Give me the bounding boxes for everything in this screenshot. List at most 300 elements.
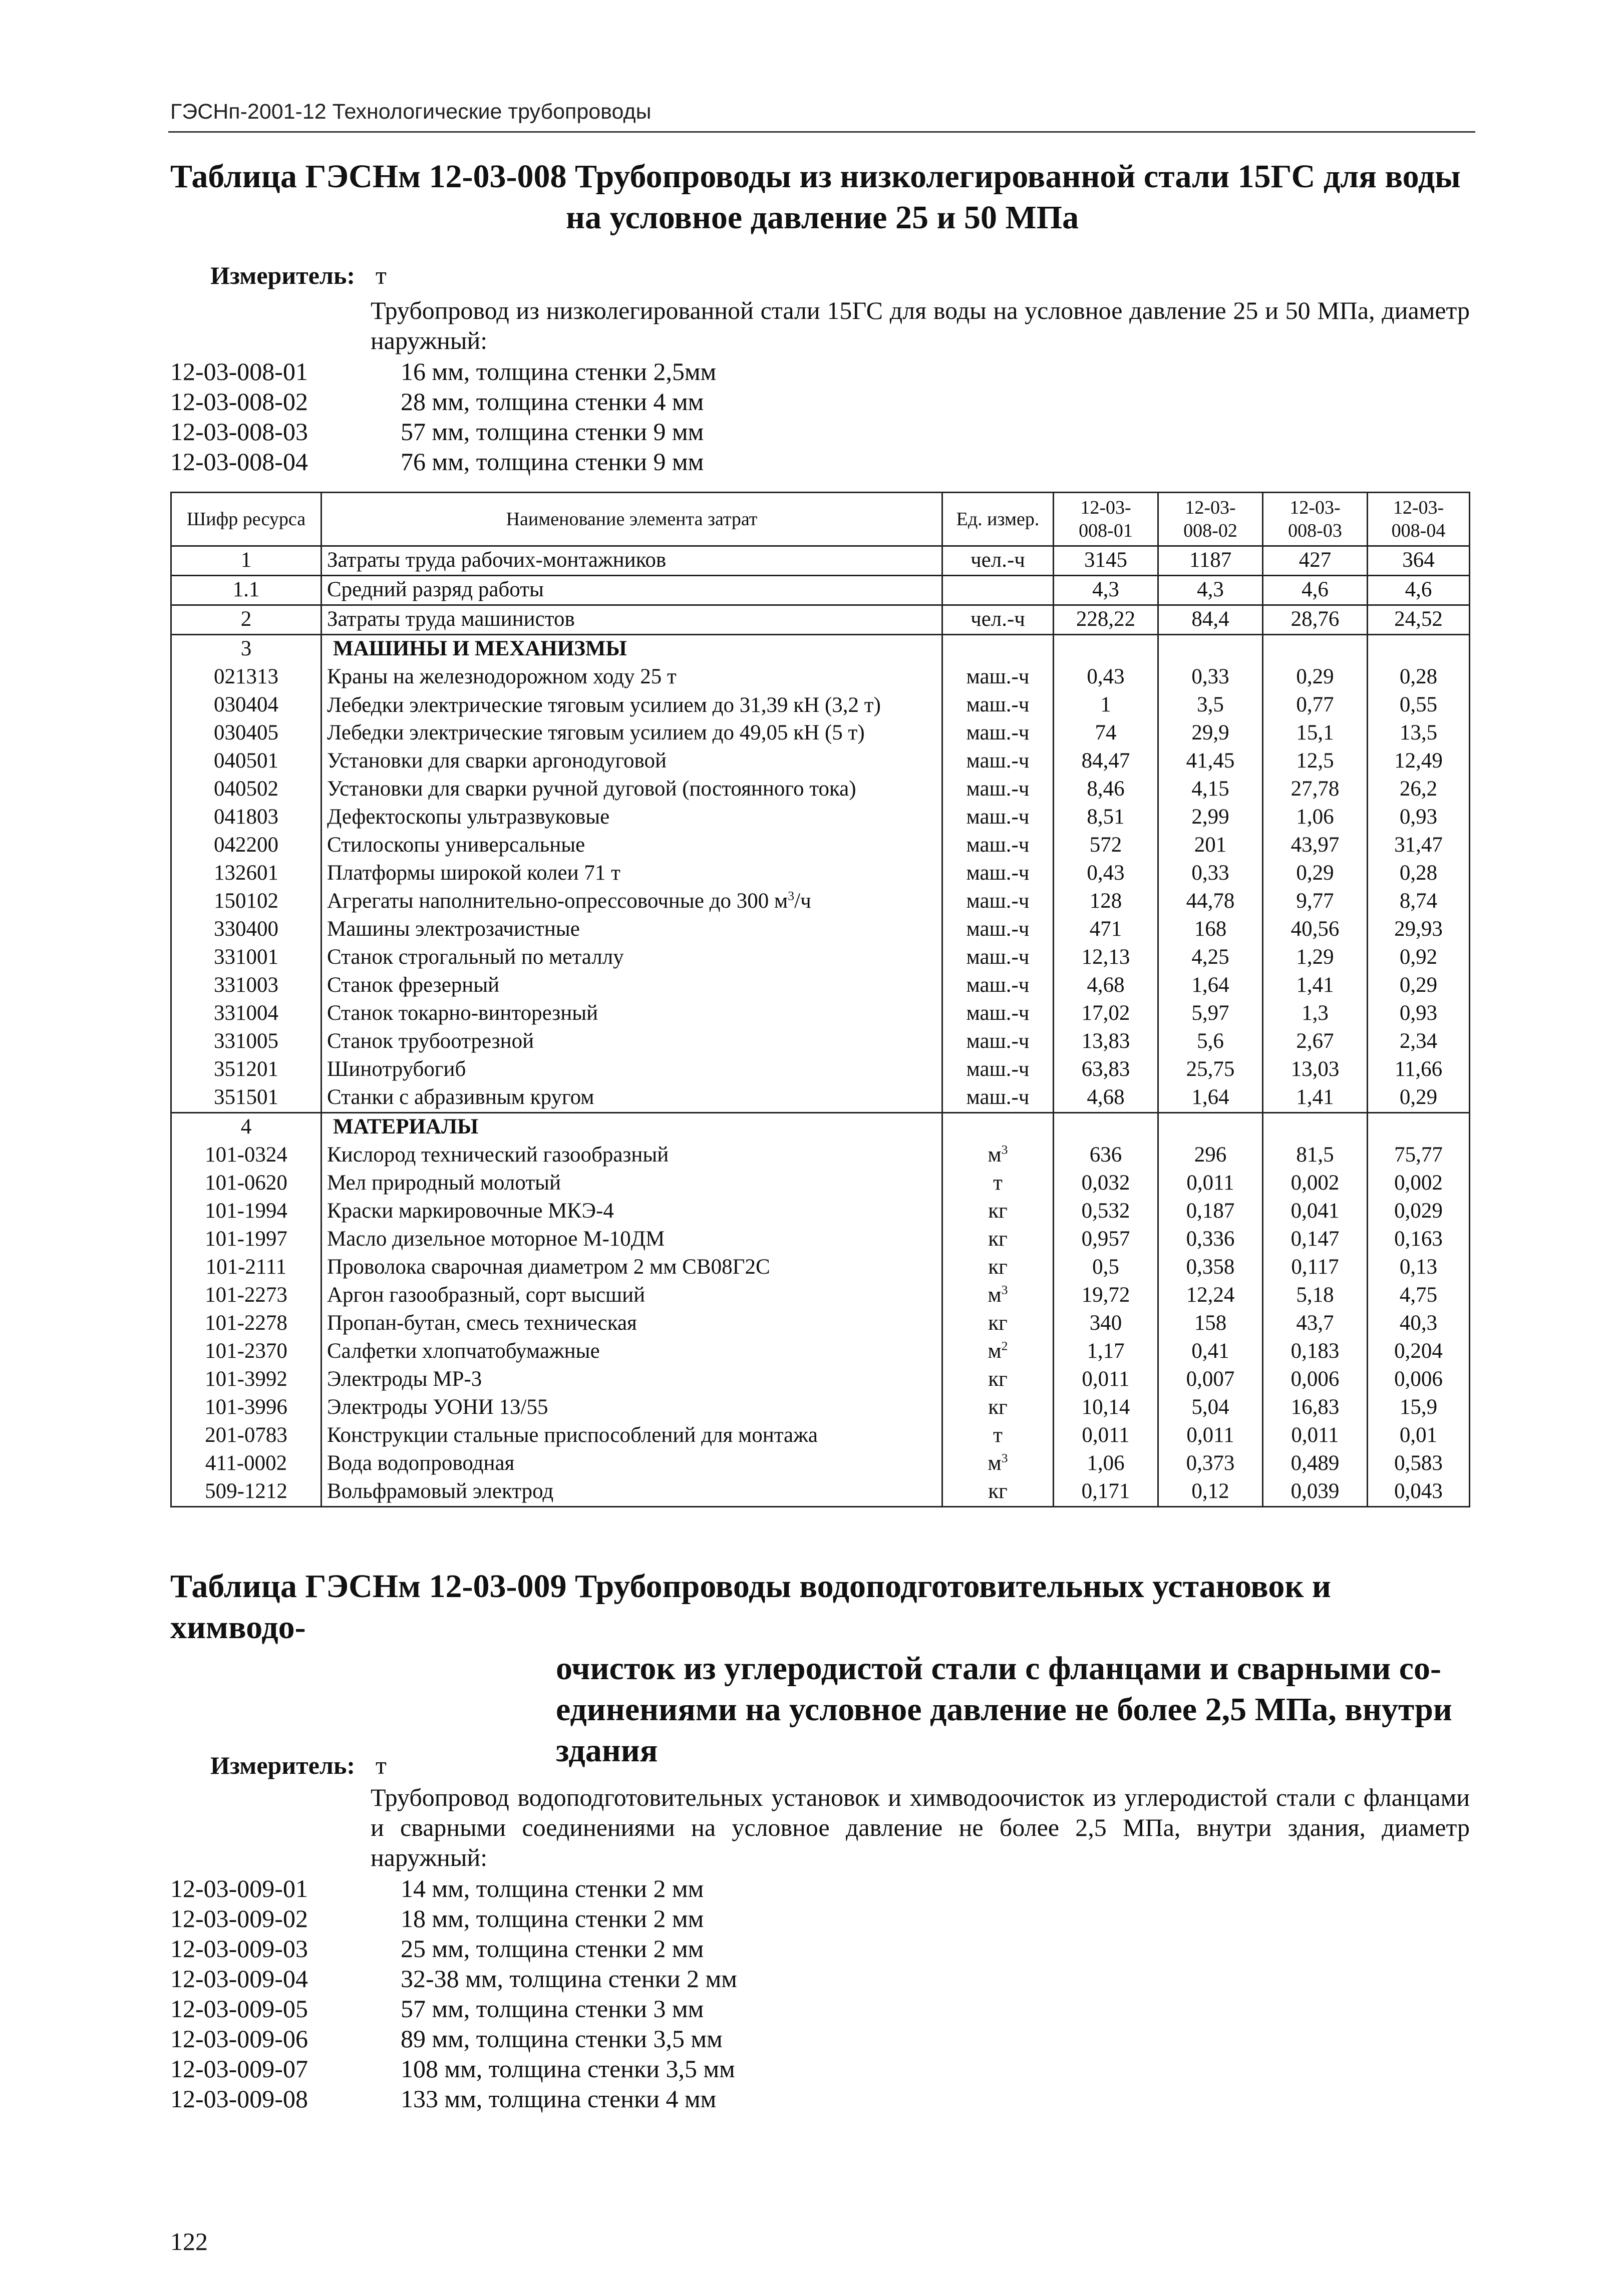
value-cell: 0,011 xyxy=(1158,1422,1263,1450)
empty-cell xyxy=(942,635,1054,664)
resource-code: 331004 xyxy=(171,1000,321,1028)
running-header: ГЭСНп-2001-12 Технологические трубопроводы xyxy=(170,100,652,124)
unit-text: кг xyxy=(988,1367,1008,1391)
variant-item xyxy=(170,1964,1472,1994)
resource-code: 101-2370 xyxy=(171,1338,321,1366)
unit-cell xyxy=(942,1170,1054,1198)
unit-text: маш.-ч xyxy=(966,889,1030,913)
resource-name xyxy=(321,1366,942,1394)
resource-name-text: Станок фрезерный xyxy=(327,973,500,997)
unit-text: маш.-ч xyxy=(966,777,1030,801)
value-cell: 0,12 xyxy=(1158,1478,1263,1507)
resource-name xyxy=(321,776,942,804)
measure-unit: т xyxy=(376,261,387,289)
value-cell: 29,9 xyxy=(1158,719,1263,747)
resource-name xyxy=(321,832,942,860)
value-cell: 17,02 xyxy=(1054,1000,1158,1028)
unit-text: т xyxy=(993,1171,1003,1195)
unit-text: кг xyxy=(988,1395,1008,1419)
work-description: Трубопровод из низколегированной стали 15ГС для воды на условное давление 25 и 50 МПа, диаметр наружный: xyxy=(371,296,1470,354)
variant-code: 12-03-009-02 xyxy=(170,1904,308,1933)
unit-text: чел.-ч xyxy=(971,607,1025,631)
value-cell: 1187 xyxy=(1158,546,1263,576)
value-cell: 0,583 xyxy=(1368,1450,1470,1478)
table-row xyxy=(171,888,1470,916)
value-cell: 44,78 xyxy=(1158,888,1263,916)
variant-text: 133 мм, толщина стенки 4 мм xyxy=(401,2085,717,2113)
resource-name-text: Кислород технический газообразный xyxy=(327,1143,669,1167)
table-row xyxy=(171,860,1470,888)
resource-name-text: Машины электрозачистные xyxy=(327,917,580,941)
value-cell: 74 xyxy=(1054,719,1158,747)
resource-name xyxy=(321,576,942,605)
resource-code: 041803 xyxy=(171,804,321,832)
resource-code: 040501 xyxy=(171,747,321,776)
resource-code: 101-3992 xyxy=(171,1366,321,1394)
value-cell: 0,93 xyxy=(1368,804,1470,832)
table-row xyxy=(171,944,1470,972)
empty-cell xyxy=(1054,1113,1158,1142)
value-cell: 2,67 xyxy=(1263,1028,1368,1056)
unit-text: кг xyxy=(988,1311,1008,1335)
unit-cell xyxy=(942,1282,1054,1310)
variant-code: 12-03-008-02 xyxy=(170,388,308,416)
col-header-variant-2: 12-03- 008-02 xyxy=(1158,493,1263,546)
value-cell: 0,01 xyxy=(1368,1422,1470,1450)
table-row xyxy=(171,1198,1470,1226)
resource-name-text: Затраты труда машинистов xyxy=(327,607,575,631)
table-row xyxy=(171,1366,1470,1394)
value-cell: 158 xyxy=(1158,1310,1263,1338)
value-cell: 5,6 xyxy=(1158,1028,1263,1056)
table-row xyxy=(171,1282,1470,1310)
value-cell: 0,92 xyxy=(1368,944,1470,972)
table-row xyxy=(171,972,1470,1000)
value-cell: 8,74 xyxy=(1368,888,1470,916)
unit-cell xyxy=(942,1141,1054,1170)
unit-cell xyxy=(942,1056,1054,1084)
variant-code: 12-03-009-07 xyxy=(170,2055,308,2083)
unit-text: м xyxy=(988,1283,1002,1307)
value-cell: 4,25 xyxy=(1158,944,1263,972)
empty-cell xyxy=(1158,1113,1263,1142)
resource-table xyxy=(170,492,1470,1507)
resource-name xyxy=(321,1450,942,1478)
page-number: 122 xyxy=(170,2227,208,2255)
variant-text: 108 мм, толщина стенки 3,5 мм xyxy=(401,2055,735,2083)
variant-code: 12-03-009-03 xyxy=(170,1935,308,1963)
unit-cell xyxy=(942,747,1054,776)
resource-name-text: Конструкции стальные приспособлений для монтажа xyxy=(327,1423,818,1447)
resource-code: 150102 xyxy=(171,888,321,916)
variant-text: 89 мм, толщина стенки 3,5 мм xyxy=(401,2025,723,2053)
resource-name-text: Мел природный молотый xyxy=(327,1171,561,1195)
table-title-12-03-008 xyxy=(170,156,1472,238)
variant-text: 16 мм, толщина стенки 2,5мм xyxy=(401,357,717,386)
value-cell: 340 xyxy=(1054,1310,1158,1338)
variant-code: 12-03-009-05 xyxy=(170,1995,308,2023)
value-cell: 40,3 xyxy=(1368,1310,1470,1338)
value-cell: 0,006 xyxy=(1263,1366,1368,1394)
unit-superscript: 2 xyxy=(1001,1338,1008,1353)
value-cell: 24,52 xyxy=(1368,605,1470,635)
unit-cell xyxy=(942,605,1054,635)
unit-text: маш.-ч xyxy=(966,665,1030,688)
unit-cell xyxy=(942,1226,1054,1254)
unit-cell xyxy=(942,916,1054,944)
value-cell: 31,47 xyxy=(1368,832,1470,860)
value-cell: 13,5 xyxy=(1368,719,1470,747)
resource-code: 331005 xyxy=(171,1028,321,1056)
empty-cell xyxy=(1368,1113,1470,1142)
unit-superscript: 3 xyxy=(1001,1282,1008,1297)
table-row xyxy=(171,1000,1470,1028)
resource-name xyxy=(321,1084,942,1113)
value-cell: 0,041 xyxy=(1263,1198,1368,1226)
variant-item xyxy=(170,447,1472,477)
value-cell: 12,24 xyxy=(1158,1282,1263,1310)
value-cell: 84,47 xyxy=(1054,747,1158,776)
value-cell: 3,5 xyxy=(1158,691,1263,719)
resource-name-text: Станок токарно-винторезный xyxy=(327,1001,598,1025)
col-header-unit: Ед. измер. xyxy=(942,493,1054,546)
unit-text: маш.-ч xyxy=(966,861,1030,885)
section-row xyxy=(171,1113,1470,1142)
unit-text: чел.-ч xyxy=(971,548,1025,572)
unit-cell xyxy=(942,804,1054,832)
value-cell: 12,5 xyxy=(1263,747,1368,776)
title-line: Таблица ГЭСНм 12-03-009 Трубопроводы водоподготовительных установок и химводо- xyxy=(170,1568,1331,1646)
unit-cell xyxy=(942,1254,1054,1282)
value-cell: 4,68 xyxy=(1054,972,1158,1000)
unit-cell xyxy=(942,860,1054,888)
resource-code: 042200 xyxy=(171,832,321,860)
value-cell: 2,99 xyxy=(1158,804,1263,832)
table-row xyxy=(171,663,1470,691)
value-cell: 0,489 xyxy=(1263,1450,1368,1478)
variant-item xyxy=(170,417,1472,447)
resource-name-text: Салфетки хлопчатобумажные xyxy=(327,1339,600,1363)
variant-item xyxy=(170,1934,1472,1964)
value-cell: 0,373 xyxy=(1158,1450,1263,1478)
variant-text: 76 мм, толщина стенки 9 мм xyxy=(401,448,704,476)
unit-cell xyxy=(942,719,1054,747)
value-cell: 27,78 xyxy=(1263,776,1368,804)
value-cell: 4,3 xyxy=(1158,576,1263,605)
resource-name xyxy=(321,1198,942,1226)
resource-name-text: Шинотрубогиб xyxy=(327,1057,466,1081)
header-rule xyxy=(168,131,1475,133)
unit-text: кг xyxy=(988,1255,1008,1279)
value-cell: 2,34 xyxy=(1368,1028,1470,1056)
resource-name xyxy=(321,747,942,776)
resource-code: 1 xyxy=(171,546,321,576)
value-cell: 0,183 xyxy=(1263,1338,1368,1366)
unit-cell xyxy=(942,944,1054,972)
resource-name-text: Станок строгальный по металлу xyxy=(327,945,624,969)
resource-name xyxy=(321,944,942,972)
unit-text: м xyxy=(988,1143,1002,1167)
value-cell: 1,29 xyxy=(1263,944,1368,972)
value-cell: 0,532 xyxy=(1054,1198,1158,1226)
value-cell: 201 xyxy=(1158,832,1263,860)
col-header-variant-1: 12-03- 008-01 xyxy=(1054,493,1158,546)
resource-name-text: Лебедки электрические тяговым усилием до 49,05 кН (5 т) xyxy=(327,721,865,744)
table-row xyxy=(171,1450,1470,1478)
variant-code: 12-03-009-04 xyxy=(170,1965,308,1993)
unit-superscript: 3 xyxy=(1001,1142,1008,1157)
resource-name-text: Краны на железнодорожном ходу 25 т xyxy=(327,665,677,688)
variant-code: 12-03-009-06 xyxy=(170,2025,308,2053)
value-cell: 0,117 xyxy=(1263,1254,1368,1282)
value-cell: 0,77 xyxy=(1263,691,1368,719)
value-cell: 471 xyxy=(1054,916,1158,944)
value-cell: 1,64 xyxy=(1158,972,1263,1000)
table-row xyxy=(171,1394,1470,1422)
value-cell: 5,18 xyxy=(1263,1282,1368,1310)
value-cell: 296 xyxy=(1158,1141,1263,1170)
resource-code: 101-1997 xyxy=(171,1226,321,1254)
table-row xyxy=(171,576,1470,605)
unit-cell xyxy=(942,832,1054,860)
table-row xyxy=(171,747,1470,776)
resource-name xyxy=(321,1282,942,1310)
table-row xyxy=(171,1254,1470,1282)
resource-code: 101-0620 xyxy=(171,1170,321,1198)
empty-cell xyxy=(1263,635,1368,664)
resource-name xyxy=(321,804,942,832)
value-cell: 1,41 xyxy=(1263,972,1368,1000)
variant-item xyxy=(170,2024,1472,2054)
variant-code: 12-03-009-08 xyxy=(170,2085,308,2113)
unit-cell xyxy=(942,888,1054,916)
title-line: Таблица ГЭСНм 12-03-008 Трубопроводы из низколегированной стали 15ГС для воды xyxy=(170,158,1461,195)
value-cell: 0,5 xyxy=(1054,1254,1158,1282)
table-row xyxy=(171,1028,1470,1056)
value-cell: 10,14 xyxy=(1054,1394,1158,1422)
value-cell: 0,358 xyxy=(1158,1254,1263,1282)
value-cell: 0,957 xyxy=(1054,1226,1158,1254)
unit-cell xyxy=(942,1338,1054,1366)
resource-code: 330400 xyxy=(171,916,321,944)
value-cell: 128 xyxy=(1054,888,1158,916)
empty-cell xyxy=(1158,635,1263,664)
table-title-12-03-009 xyxy=(170,1566,1472,1771)
value-cell: 1 xyxy=(1054,691,1158,719)
value-cell: 4,15 xyxy=(1158,776,1263,804)
table-row xyxy=(171,1226,1470,1254)
col-header-name: Наименование элемента затрат xyxy=(321,493,942,546)
unit-text: маш.-ч xyxy=(966,945,1030,969)
unit-text: маш.-ч xyxy=(966,973,1030,997)
unit-cell xyxy=(942,972,1054,1000)
resource-code: 331003 xyxy=(171,972,321,1000)
section-title: МАТЕРИАЛЫ xyxy=(321,1113,942,1142)
unit-cell xyxy=(942,1198,1054,1226)
value-cell: 0,29 xyxy=(1263,663,1368,691)
resource-name xyxy=(321,1338,942,1366)
value-cell: 0,171 xyxy=(1054,1478,1158,1507)
value-cell: 63,83 xyxy=(1054,1056,1158,1084)
unit-cell xyxy=(942,1310,1054,1338)
resource-name-text: Установки для сварки аргонодуговой xyxy=(327,749,667,773)
variant-text: 28 мм, толщина стенки 4 мм xyxy=(401,388,704,416)
value-cell: 8,46 xyxy=(1054,776,1158,804)
resource-name-text: Стилоскопы универсальные xyxy=(327,833,585,857)
resource-name xyxy=(321,860,942,888)
value-cell: 0,29 xyxy=(1263,860,1368,888)
unit-cell xyxy=(942,1366,1054,1394)
resource-name-text: Электроды МР-3 xyxy=(327,1367,482,1391)
resource-name xyxy=(321,1478,942,1507)
table-row xyxy=(171,1478,1470,1507)
resource-name-text: Установки для сварки ручной дуговой (постоянного тока) xyxy=(327,777,856,801)
resource-code: 132601 xyxy=(171,860,321,888)
empty-cell xyxy=(1368,635,1470,664)
value-cell: 1,41 xyxy=(1263,1084,1368,1113)
unit-cell xyxy=(942,1000,1054,1028)
value-cell: 29,93 xyxy=(1368,916,1470,944)
unit-text: маш.-ч xyxy=(966,1057,1030,1081)
value-cell: 0,002 xyxy=(1263,1170,1368,1198)
resource-name xyxy=(321,1394,942,1422)
measure-label: Измеритель: xyxy=(210,261,356,289)
table-row xyxy=(171,776,1470,804)
resource-code: 411-0002 xyxy=(171,1450,321,1478)
value-cell: 40,56 xyxy=(1263,916,1368,944)
resource-name xyxy=(321,691,942,719)
section-title: МАШИНЫ И МЕХАНИЗМЫ xyxy=(321,635,942,664)
variant-code: 12-03-008-04 xyxy=(170,448,308,476)
value-cell: 0,029 xyxy=(1368,1198,1470,1226)
unit-text: маш.-ч xyxy=(966,749,1030,773)
value-cell: 4,6 xyxy=(1368,576,1470,605)
value-cell: 0,336 xyxy=(1158,1226,1263,1254)
resource-code: 101-2278 xyxy=(171,1310,321,1338)
resource-code: 101-1994 xyxy=(171,1198,321,1226)
resource-code: 351501 xyxy=(171,1084,321,1113)
value-cell: 1,64 xyxy=(1158,1084,1263,1113)
value-cell: 1,06 xyxy=(1054,1450,1158,1478)
resource-name-text: Затраты труда рабочих-монтажников xyxy=(327,548,667,572)
value-cell: 5,04 xyxy=(1158,1394,1263,1422)
value-cell: 0,29 xyxy=(1368,972,1470,1000)
table-row xyxy=(171,546,1470,576)
value-cell: 0,13 xyxy=(1368,1254,1470,1282)
unit-text: маш.-ч xyxy=(966,1001,1030,1025)
value-cell: 572 xyxy=(1054,832,1158,860)
table-header-row xyxy=(171,493,1470,546)
resource-code: 101-2273 xyxy=(171,1282,321,1310)
resource-name xyxy=(321,972,942,1000)
unit-text: кг xyxy=(988,1227,1008,1251)
value-cell: 0,011 xyxy=(1054,1422,1158,1450)
unit-cell xyxy=(942,1028,1054,1056)
unit-cell xyxy=(942,1422,1054,1450)
value-cell: 0,55 xyxy=(1368,691,1470,719)
resource-name xyxy=(321,546,942,576)
value-cell: 0,28 xyxy=(1368,860,1470,888)
resource-name xyxy=(321,1000,942,1028)
value-cell: 0,93 xyxy=(1368,1000,1470,1028)
empty-cell xyxy=(942,1113,1054,1142)
unit-cell xyxy=(942,576,1054,605)
value-cell: 0,011 xyxy=(1158,1170,1263,1198)
variant-item xyxy=(170,1994,1472,2024)
value-cell: 15,9 xyxy=(1368,1394,1470,1422)
value-cell: 0,33 xyxy=(1158,860,1263,888)
resource-name-text: Станки с абразивным кругом xyxy=(327,1085,594,1109)
table-row xyxy=(171,832,1470,860)
unit-text: маш.-ч xyxy=(966,917,1030,941)
resource-name xyxy=(321,1170,942,1198)
title-line: здания xyxy=(556,1732,658,1769)
value-cell: 11,66 xyxy=(1368,1056,1470,1084)
value-cell: 43,97 xyxy=(1263,832,1368,860)
variant-item xyxy=(170,2054,1472,2084)
value-cell: 0,41 xyxy=(1158,1338,1263,1366)
unit-text: маш.-ч xyxy=(966,1029,1030,1053)
variant-text: 25 мм, толщина стенки 2 мм xyxy=(401,1935,704,1963)
value-cell: 4,3 xyxy=(1054,576,1158,605)
table-row xyxy=(171,1170,1470,1198)
value-cell: 0,032 xyxy=(1054,1170,1158,1198)
resource-name-text: Платформы широкой колеи 71 т xyxy=(327,861,620,885)
unit-cell xyxy=(942,1084,1054,1113)
value-cell: 0,33 xyxy=(1158,663,1263,691)
unit-text: маш.-ч xyxy=(966,833,1030,857)
resource-name xyxy=(321,1254,942,1282)
measure-unit-line xyxy=(210,260,387,290)
resource-name-text: Вода водопроводная xyxy=(327,1451,515,1475)
unit-cell xyxy=(942,691,1054,719)
value-cell: 12,13 xyxy=(1054,944,1158,972)
title-line: единениями на условное давление не более 2,5 МПа, внутри xyxy=(556,1691,1452,1728)
section-row xyxy=(171,635,1470,664)
variant-item xyxy=(170,387,1472,417)
resource-name xyxy=(321,1310,942,1338)
value-cell: 427 xyxy=(1263,546,1368,576)
resource-code: 331001 xyxy=(171,944,321,972)
unit-text: т xyxy=(993,1423,1003,1447)
value-cell: 228,22 xyxy=(1054,605,1158,635)
value-cell: 0,29 xyxy=(1368,1084,1470,1113)
resource-name-text: Масло дизельное моторное М-10ДМ xyxy=(327,1227,665,1251)
value-cell: 75,77 xyxy=(1368,1141,1470,1170)
value-cell: 1,06 xyxy=(1263,804,1368,832)
resource-name-text: Проволока сварочная диаметром 2 мм СВ08Г2С xyxy=(327,1255,770,1279)
value-cell: 15,1 xyxy=(1263,719,1368,747)
resource-name xyxy=(321,663,942,691)
table-row xyxy=(171,1056,1470,1084)
value-cell: 0,147 xyxy=(1263,1226,1368,1254)
resource-name-text: Средний разряд работы xyxy=(327,578,544,601)
value-cell: 364 xyxy=(1368,546,1470,576)
unit-superscript: 3 xyxy=(1001,1450,1008,1465)
resource-code: 509-1212 xyxy=(171,1478,321,1507)
value-cell: 81,5 xyxy=(1263,1141,1368,1170)
unit-cell xyxy=(942,776,1054,804)
resource-code: 021313 xyxy=(171,663,321,691)
resource-code: 4 xyxy=(171,1113,321,1142)
value-cell: 4,68 xyxy=(1054,1084,1158,1113)
variant-item xyxy=(170,356,1472,387)
value-cell: 12,49 xyxy=(1368,747,1470,776)
value-cell: 13,83 xyxy=(1054,1028,1158,1056)
resource-code: 101-0324 xyxy=(171,1141,321,1170)
resource-code: 351201 xyxy=(171,1056,321,1084)
resource-name xyxy=(321,1226,942,1254)
